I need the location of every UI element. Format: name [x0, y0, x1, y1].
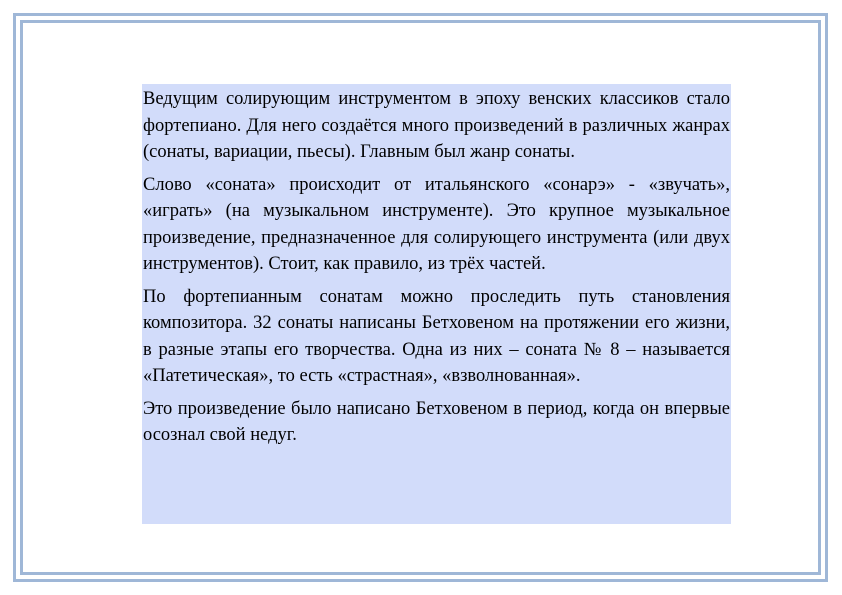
paragraph-beethoven-sonatas: По фортепианным сонатам можно проследить путь становления композитора. 32 сонаты написаны Бетховеном на протяжении его жизни, в разные этапы его творчества. Одна из них – соната № 8 – называется «Патетическая», то есть «страстная», «взволнованная».: [143, 286, 730, 386]
paragraph-beethoven-illness: Это произведение было написано Бетховеном в период, когда он впервые осознал свой недуг.: [143, 398, 730, 445]
paragraph-sonata-definition: Слово «соната» происходит от итальянского «сонарэ» - «звучать», «играть» (на музыкальном инструменте). Это крупное музыкальное произведение, предназначенное для солирующего инструмента (или двух инструментов). Стоит, как правило, из трёх частей.: [143, 174, 730, 274]
paragraph-sonata-instrument: Ведущим солирующим инструментом в эпоху венских классиков стало фортепиано. Для него создаётся много произведений в различных жанрах (сонаты, вариации, пьесы). Главным был жанр сонаты.: [143, 89, 730, 162]
text-block: [142, 84, 731, 524]
